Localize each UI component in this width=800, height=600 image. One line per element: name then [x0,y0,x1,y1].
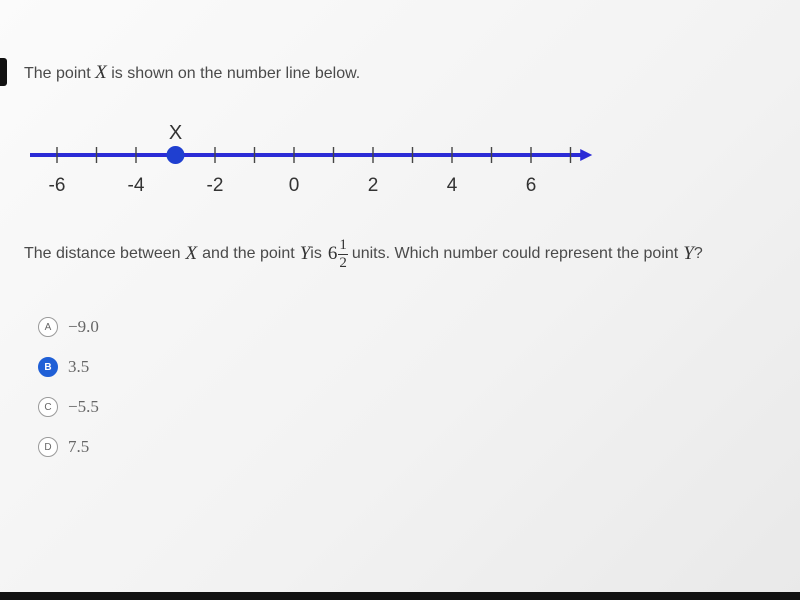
fraction [338,238,348,271]
question-text [24,62,360,84]
answer-options [38,307,99,467]
number-line [30,112,610,202]
question-text-part: is shown on the number line below. [106,65,361,82]
tick-label: -2 [206,175,224,196]
variable-y: Y [299,243,311,264]
question-text-part: ? [693,245,703,262]
point-x-marker [167,146,185,164]
question-text-part: The point [24,65,96,82]
variable-x: X [185,243,198,264]
mixed-number [328,238,348,271]
option-b[interactable] [38,347,99,387]
option-a[interactable] [38,307,99,347]
tick-label: 0 [288,175,300,196]
option-value[interactable]: −5.5 [68,397,99,416]
option-d[interactable] [38,427,99,467]
option-value[interactable]: 3.5 [68,357,90,376]
option-letter-badge[interactable]: D [38,437,58,457]
option-letter-badge[interactable]: B [38,357,58,377]
bezel-bottom [0,592,800,600]
option-letter-badge[interactable]: A [38,317,58,337]
mixed-number-whole: 6 [327,243,338,264]
fraction-numerator: 1 [339,236,347,253]
distance-question [24,232,703,276]
arrow-right-icon [580,149,592,161]
tick-label: -6 [48,175,66,196]
option-value[interactable]: 7.5 [68,437,90,456]
option-value[interactable]: −9.0 [68,317,99,336]
tick-label: 2 [367,175,379,196]
option-letter-badge[interactable]: C [38,397,58,417]
point-x-label: X [168,122,183,144]
question-text-part: The distance between [24,245,181,262]
question-text-part: units. Which number could represent the point [351,245,679,262]
variable-y: Y [683,243,694,264]
option-c[interactable] [38,387,99,427]
variable-x: X [95,62,107,83]
tick-label: 6 [525,175,537,196]
question-text-part: and the point [202,245,295,262]
bezel-edge [0,58,7,86]
tick-label: 4 [446,175,458,196]
fraction-denominator: 2 [339,254,347,271]
question-text-part: is [310,245,322,262]
tick-label: -4 [127,175,145,196]
